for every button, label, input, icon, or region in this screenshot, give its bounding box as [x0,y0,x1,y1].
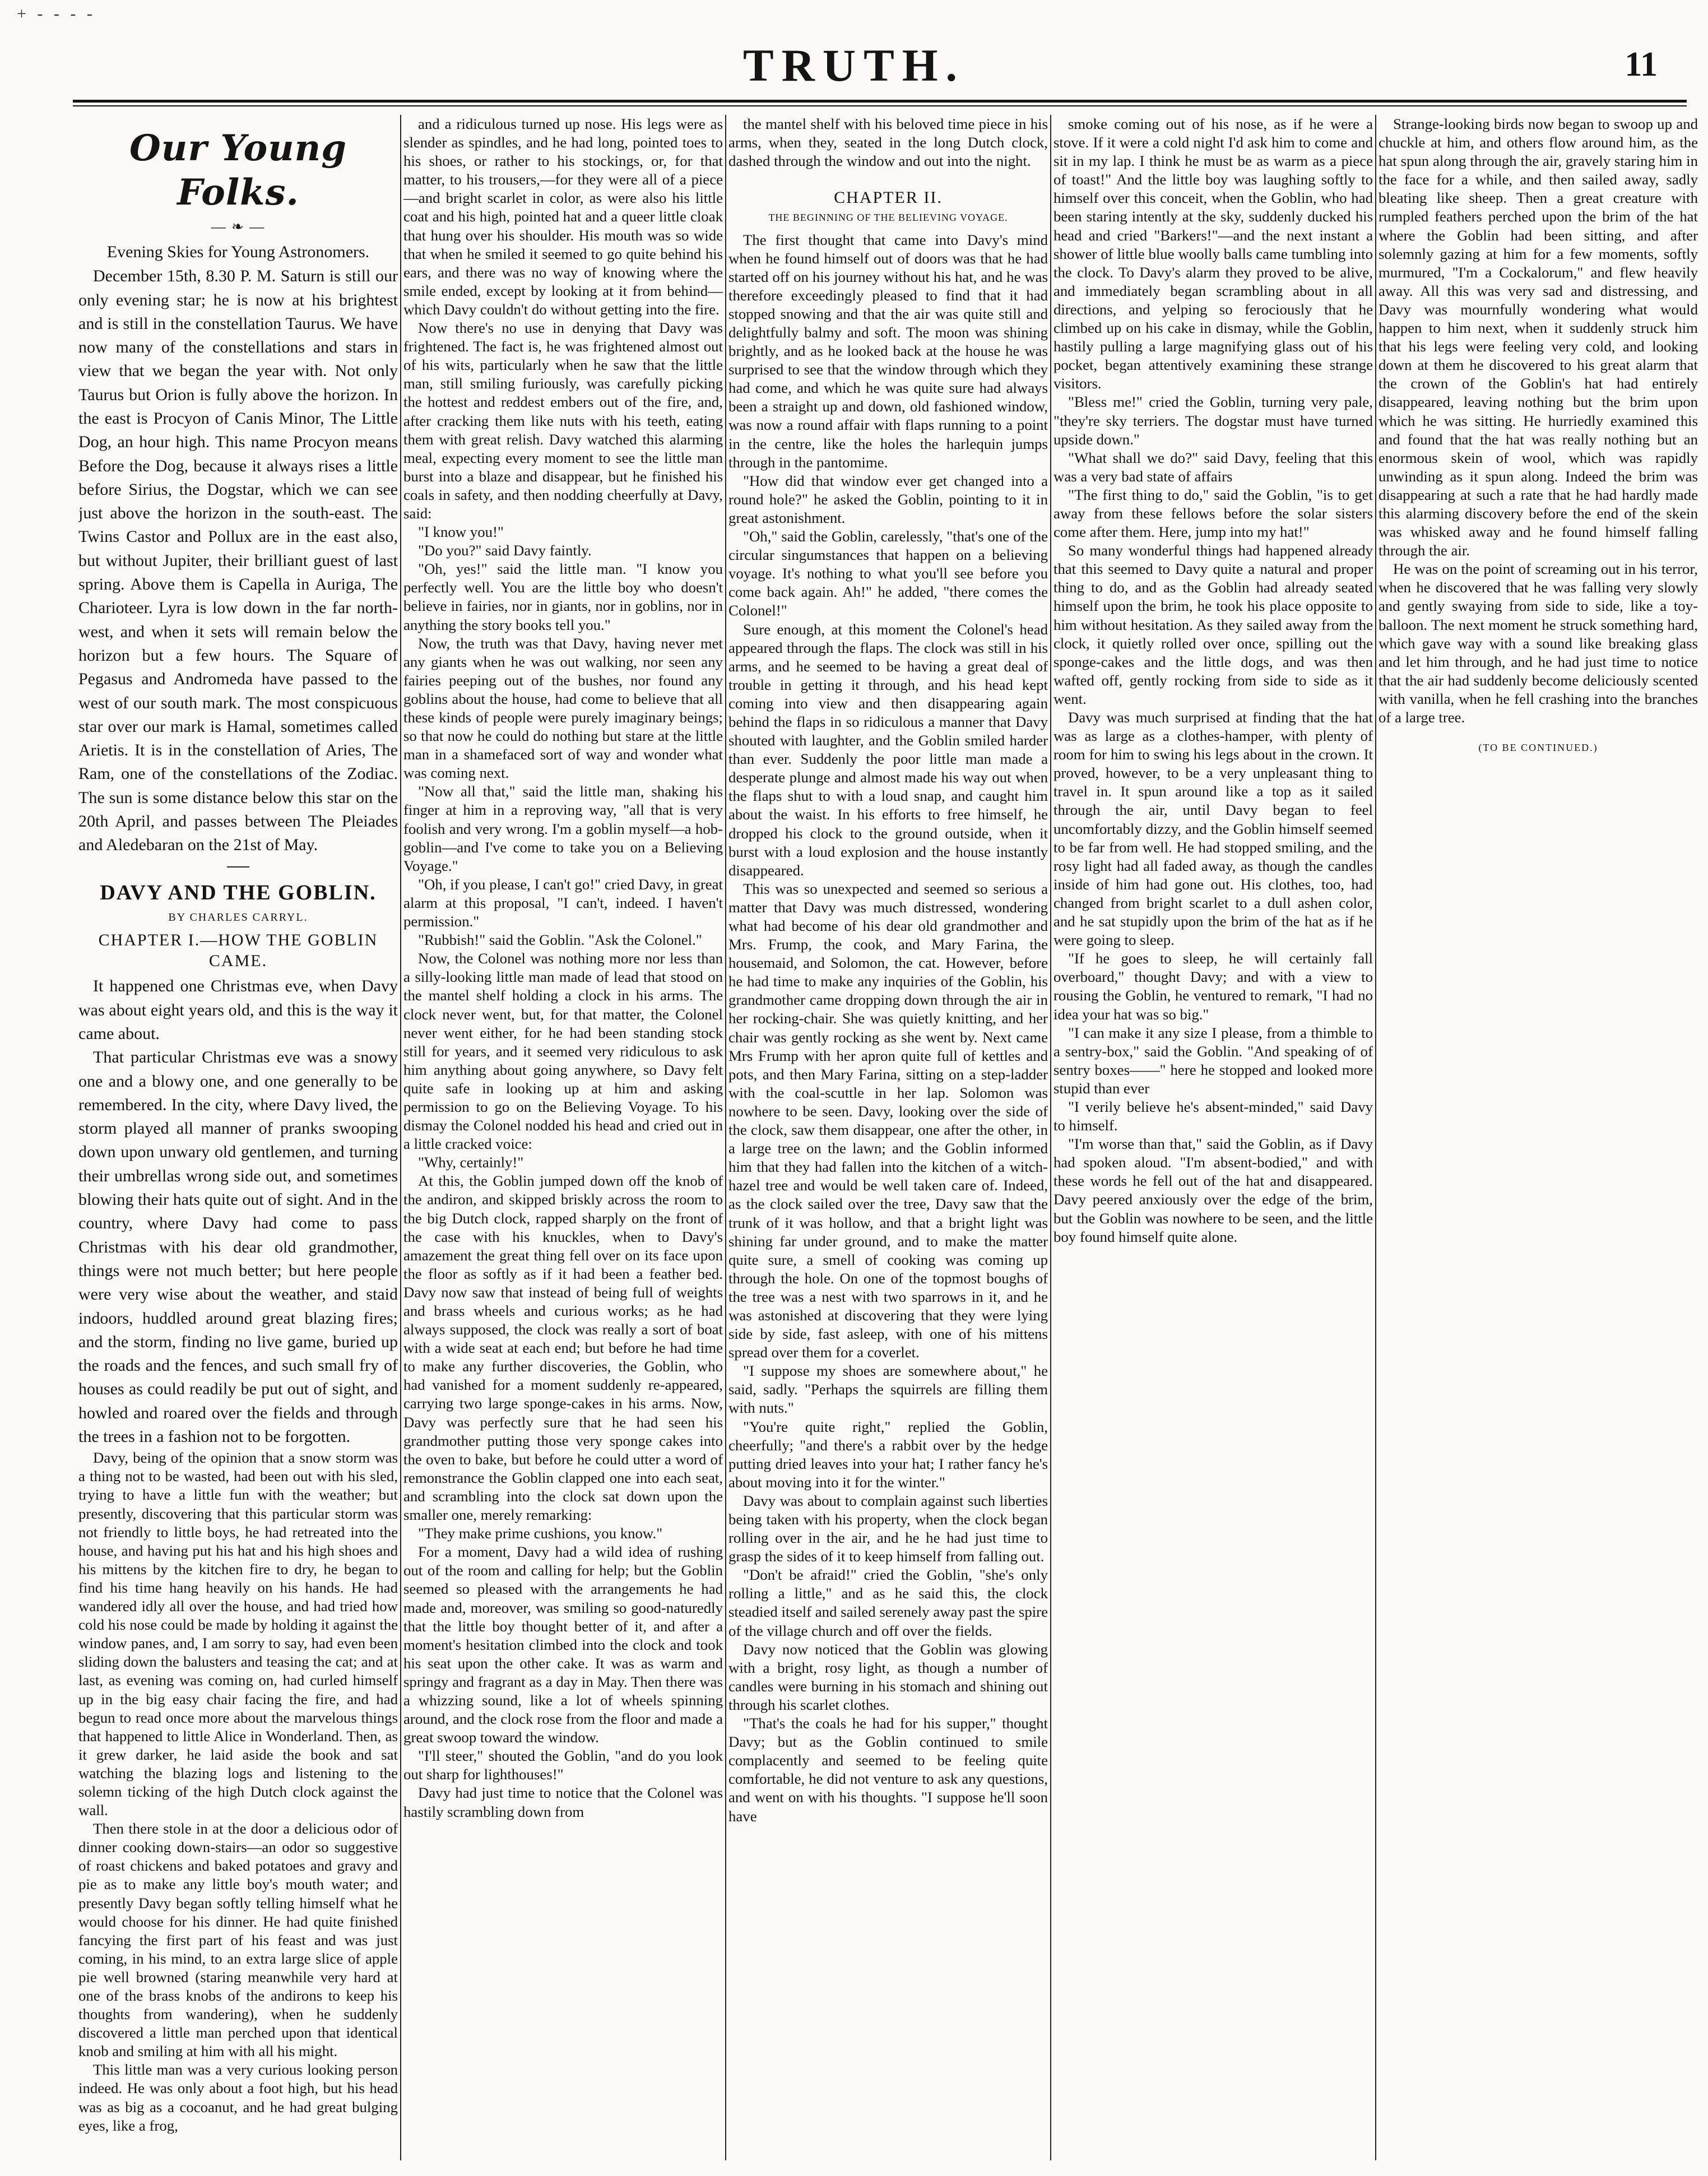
page-number: 11 [1625,45,1658,83]
astronomy-text: December 15th, 8.30 P. M. Saturn is still our only evening star; he is now at his brightest and is still in the constellation Taurus. We have now many of the constellations and stars in view that we began the year with. Not only Taurus but Orion is fully above the horizon. In the east is Procyon of Canis Minor, The Little Dog, an hour high. This name Procyon means Before the Dog, because it always rises a little before Sirius, the Dogstar, which we can see just above the horizon in the south-east. The Twins Castor and Pollux are in the east also, but without Jupiter, their brilliant guest of last spring. Above them is Capella in Auriga, The Charioteer. Lyra is low down in the far north-west, and when it sets will remain below the horizon but a few hours. The Square of Pegasus and Andromeda have passed to the west of our south mark. The most conspicuous star over our mark is Hamal, sometimes called Arietis. It is in the constellation of Aries, The Ram, one of the constellations of the Zodiac. The sun is some distance below this star on the 20th April, and passes between The Pleiades and Aledebaran on the 21st of May. [78,267,398,855]
section-heading: Our Young Folks. [129,127,347,214]
masthead-rule-thin [73,105,1687,106]
paragraph: Strange-looking birds now began to swoop up and chuckle at him, and others flow around him, as the hat spun along through the air, gravely staring him in the face for a while, and then sailed away, sadly bleating like sheep. Then a great creature with rumpled feathers perched upon the brim of the hat where the Goblin had been sitting, and after solemnly gazing at him for a few moments, softly murmured, "I'm a Cockalorum," and flew heavily away. All this was very sad and distressing, and Davy was mournfully wondering what would happen to him next, when it suddenly struck him that his legs were feeling very cold, and looking down at them he discovered to his great alarm that the crown of the Goblin's hat had entirely disappeared, leaving nothing but the brim upon which he was sitting. He hurriedly examined this and found that the hat was really nothing but an enormous skein of wool, which was rapidly unwinding as it spun along. Indeed the brim was disappearing at such a rate that he had hardly made this alarming discovery before the end of the skein was whisked away and he found himself falling through the air. [1379,115,1698,559]
paragraph: "Rubbish!" said the Goblin. "Ask the Colonel." [418,931,702,949]
paragraph: "Don't be afraid!" cried the Goblin, "she's only rolling a little," and as he said this, the clock steadied itself and sailed serenely away past the spire of the village church and off over the fields. [728,1566,1048,1639]
paragraph: Then there stole in at the door a delicious odor of dinner cooking down-stairs—an odor so suggestive of roast chickens and baked potatoes and gravy and pie as to make any little boy's mouth water; and presently Davy began softly telling himself what he would choose for his dinner. He had quite finished fancying the first part of his feast and was just coming, in his mind, to an extra large slice of apple pie well browned (staring meanwhile very hard at one of the brass knobs of the andirons to keep his thoughts from wandering), when he suddenly discovered a little man perched upon that identical knob and smiling at him with all his might. [78,1820,398,2060]
column-1 [78,115,398,2160]
paragraph: This little man was a very curious looking person indeed. He was only about a foot high, but his head was as big as a cocoanut, and he had great bulging eyes, like a frog, [78,2061,398,2134]
column-divider [725,115,726,2160]
paragraph: "If he goes to sleep, he will certainly fall overboard," thought Davy; and with a view to rousing the Goblin, he ventured to remark, "I had no idea your hat was so big." [1053,950,1373,1023]
paragraph: "Oh, yes!" said the little man. "I know you perfectly well. You are the little boy who doesn't believe in fairies, nor in giants, nor in goblins, nor in anything the story books tell you." [403,560,723,633]
paragraph: smoke coming out of his nose, as if he were a stove. If it were a cold night I'd ask him to come and sit in my lap. I think he must be as warm as a piece of toast!" And the little boy was laughing softly to himself over this conceit, when the Goblin, who had been staring intently at the sky, suddenly ducked his head and cried "Barkers!"—and the next instant a shower of little blue woolly balls came tumbling into the clock. To Davy's alarm they proved to be alive, and immediately began scrambling about in all directions, and yelping so ferociously that he climbed up on his cake in dismay, while the Goblin, hastily pulling a large magnifying glass out of his pocket, began attentively examining these strange visitors. [1053,115,1373,392]
paragraph: "The first thing to do," said the Goblin, "is to get away from these fellows before the solar sisters come after them. Here, jump into my hat!" [1053,486,1373,541]
paragraph: "I know you!" [418,523,504,541]
chapter-heading: CHAPTER I.—HOW THE GOBLIN CAME. [98,931,378,971]
column-divider [400,115,401,2160]
ornamental-rule: — ❧ — [211,219,266,235]
newspaper-title: TRUTH. [742,40,966,91]
paragraph: "Oh, if you please, I can't go!" cried Davy, in great alarm at this proposal, "I can't, indeed. I haven't permission." [403,875,723,930]
chapter-heading: CHAPTER II. [834,188,943,207]
paragraph: Davy, being of the opinion that a snow storm was a thing not to be wasted, had been out with his sled, trying to have a little fun with the weather; but presently, discovering that this particular storm was not friendly to little boys, he had retreated into the house, and having put his hat and his high shoes and his mittens by the kitchen fire to dry, he began to find his time hang heavily on his hands. He had wandered idly all over the house, and had tried how cold his nose could be made by holding it against the window panes, and, I am sorry to say, had even been sliding down the balusters and teasing the cat; and at last, as evening was coming on, had curled himself up in the big easy chair facing the fire, and had begun to read once more about the marvelous things that happened to little Alice in Wonderland. Then, as it grew darker, he laid aside the book and sat watching the blazing logs and listening to the solemn ticking of the high Dutch clock against the wall. [78,1449,398,1819]
paragraph: "I suppose my shoes are somewhere about," he said, sadly. "Perhaps the squirrels are filling them with nuts." [728,1362,1048,1417]
paragraph: "They make prime cushions, you know." [418,1525,663,1542]
paragraph: "How did that window ever get changed into a round hole?" he asked the Goblin, pointing to it in great astonishment. [728,472,1048,526]
paragraph: "Why, certainly!" [418,1154,524,1171]
column-3 [728,115,1048,2160]
paragraph: The first thought that came into Davy's mind when he found himself out of doors was that he had started off on his journey without his hat, and he was therefore exceedingly pleased to find that it had stopped snowing and that the air was quite still and delightfully balmy and soft. The moon was shining brightly, and as he looked back at the house he was surprised to see that the window through which they had come, and which he was quite sure had always been a straight up and down, old fashioned window, was now a round affair with flaps running to a point in the centre, like the holes the harlequin jumps through in the pantomime. [728,231,1048,471]
column-5 [1379,115,1698,2160]
paragraph: This was so unexpected and seemed so serious a matter that Davy was much distressed, wondering what had become of his dear old grandmother and Mrs. Frump, the cook, and Mary Farina, the housemaid, and Solomon, the cat. However, before he had time to make any inquiries of the Goblin, his grandmother came dropping down through the air in her rocking-chair. She was quietly knitting, and her chair was gently rocking as she went by. Next came Mrs Frump with her apron quite full of kettles and pots, and then Mary Farina, sitting on a step-ladder with the coal-scuttle in her lap. Solomon was nowhere to be seen. Davy, looking over the side of the clock, saw them disappear, one after the other, in a large tree on the lawn; and the Goblin informed him that they had fallen into the kitchen of a witch-hazel tree and would be well taken care of. Indeed, as the clock sailed over the tree, Davy saw that the trunk of it was hollow, and that a bright light was shining far under ground, and to make the matter quite sure, a smell of cooking was coming up through the hole. On one of the topmost boughs of the tree was a nest with two sparrows in it, and he was astonished at discovering that they were lying side by side, fast asleep, with one of his mittens spread over them for a coverlet. [728,880,1048,1361]
paragraph: Davy now noticed that the Goblin was glowing with a bright, rosy light, as though a number of candles were burning in his stomach and shining out through his scarlet clothes. [728,1640,1048,1713]
paragraph: He was on the point of screaming out in his terror, when he discovered that he was falling very slowly and gently swaying from side to side, like a toy-balloon. The next moment he struck something hard, which gave way with a sound like breaking glass and let him through, and he had just time to notice that the air had suddenly become deliciously scented with vanilla, when he fell crashing into the branches of a large tree. [1379,560,1698,726]
paragraph: At this, the Goblin jumped down off the knob of the andiron, and skipped briskly across the room to the big Dutch clock, rapped sharply on the front of the case with his knuckles, when to Davy's amazement the great thing fell over on its face upon the floor as softly as if it had been a feather bed. Davy now saw that instead of being full of weights and brass wheels and curious works; as he had always supposed, the clock was really a sort of boat with a wide seat at each end; but before he had time to make any further discoveries, the Goblin, who had vanished for a moment suddenly re-appeared, carrying two large sponge-cakes in his arms. Now, Davy was perfectly sure that he had seen his grandmother putting those very sponge cakes into the oven to bake, but before he could utter a word of remonstrance the Goblin clapped one into each seat, and scrambling into the clock sat down upon the smaller one, merely remarking: [403,1172,723,1524]
paragraph: "Now all that," said the little man, shaking his finger at him in a reproving way, "all that is very foolish and very wrong. I'm a goblin myself—a hob-goblin—and I've come to take you on a Believing Voyage." [403,783,723,874]
divider [227,866,249,867]
chapter-subheading: THE BEGINNING OF THE BELIEVING VOYAGE. [768,212,1008,224]
paragraph: "You're quite right," replied the Goblin, cheerfully; "and there's a rabbit over by the hedge putting dried leaves into your hat; I rather fancy he's about moving into it for the winter." [728,1418,1048,1491]
masthead [0,39,1708,106]
paragraph: "I'll steer," shouted the Goblin, "and do you look out sharp for lighthouses!" [403,1747,723,1783]
paragraph: "Do you?" said Davy faintly. [418,542,592,559]
paragraph: Sure enough, at this moment the Colonel's head appeared through the flaps. The clock was still in his arms, and he seemed to be having a great deal of trouble in getting it through, and his head kept coming into view and then disappearing again behind the flaps in so ridiculous a manner that Davy shouted with laughter, and the Goblin smiled harder than ever. Suddenly the poor little man made a desperate plunge and almost made his way out when the flaps shut to with a loud snap, and caught him about the waist. In his efforts to free himself, he dropped his clock to the ground outside, when it burst with a loud explosion and the house instantly disappeared. [728,620,1048,879]
article-columns [78,115,1698,2160]
paragraph: Davy had just time to notice that the Colonel was hastily scrambling down from [403,1784,723,1820]
paragraph: "I verily believe he's absent-minded," said Davy to himself. [1053,1098,1373,1134]
masthead-rule [73,100,1687,103]
paragraph: So many wonderful things had happened already that this seemed to Davy quite a natural and proper thing to do, and as the Goblin had already seated himself upon the brim, he took his place opposite to him without hesitation. As they sailed away from the clock, it quietly rolled over once, spilling out the sponge-cakes and the little dogs, and was then wafted off, gently rocking from side to side as it went. [1053,542,1373,707]
column-divider [1375,115,1376,2160]
paragraph: Now, the truth was that Davy, having never met any giants when he was out walking, nor seen any fairies peeping out of the bushes, nor found any goblins about the house, had come to believe that all these kinds of people were purely imaginary beings; so that now he could do nothing but stare at the little man in a shamefaced sort of way and wonder what was coming next. [403,634,723,782]
paragraph: Davy was about to complain against such liberties being taken with his property, when the clock began rolling over in the air, and he he had just time to grasp the sides of it to keep himself from falling out. [728,1492,1048,1565]
paragraph: "Bless me!" cried the Goblin, turning very pale, "they're sky terriers. The dogstar must have turned upside down." [1053,393,1373,448]
paragraph: For a moment, Davy had a wild idea of rushing out of the room and calling for help; but the Goblin seemed so pleased with the arrangements he had made and, moreover, was smiling so good-naturedly that the little boy thought better of it, and after a moment's hesitation climbed into the clock and took his seat upon the other cake. It was as warm and springy and fragrant as a day in May. Then there was a whizzing sound, like a lot of wheels spinning around, and the clock rose from the floor and made a great swoop toward the window. [403,1543,723,1746]
paragraph: It happened one Christmas eve, when Davy was about eight years old, and this is the way it came about. [78,977,398,1043]
story-title: DAVY AND THE GOBLIN. [100,880,377,904]
byline: BY CHARLES CARRYL. [168,911,308,924]
column-divider [1050,115,1051,2160]
paragraph: "I can make it any size I please, from a thimble to a sentry-box," said the Goblin. "And speaking of of sentry boxes——" here he stopped and looked more stupid than ever [1053,1024,1373,1097]
paragraph: Now, the Colonel was nothing more nor less than a silly-looking little man made of lead that stood on the mantel shelf holding a clock in his arms. The clock never went, but, for that matter, the Colonel never went either, for he had been standing stock still for years, and it seemed very ridiculous to ask him anything about going anywhere, so Davy felt quite safe in looking up at him and asking permission to go on the Believing Voyage. To his dismay the Colonel nodded his head and cried out in a little cracked voice: [403,950,723,1153]
continued-notice: (TO BE CONTINUED.) [1478,742,1598,754]
paragraph: "That's the coals he had for his supper," thought Davy; but as the Goblin continued to smile complacently and seemed to be feeling quite comfortable, he did not venture to ask any questions, and went on with his thoughts. "I suppose he'll soon have [728,1715,1048,1825]
paragraph: Now there's no use in denying that Davy was frightened. The fact is, he was frightened almost out of his wits, particularly when he saw that the little man, still smiling furiously, was carefully picking the hottest and reddest embers out of the fire, and, after cracking them like nuts with his teeth, eating them with great relish. Davy watched this alarming meal, expecting every moment to see the little man burst into a blaze and disappear, but he finished his coals in safety, and then nodding cheerfully at Davy, said: [403,319,723,522]
paragraph: and a ridiculous turned up nose. His legs were as slender as spindles, and he had long, pointed toes to his shoes, or rather to his stockings, or, for that matter, to his trousers,—for they were all of a piece—and bright scarlet in color, as were also his little coat and his high, pointed hat and a queer little cloak that hung over his shoulder. His mouth was so wide that when he smiled it seemed to go quite behind his ears, and there was no way of knowing where the smile ended, except by looking at it from behind—which Davy couldn't do without getting into the fire. [403,115,723,318]
paragraph: the mantel shelf with his beloved time piece in his arms, when they, seated in the long Dutch clock, dashed through the window and out into the night. [728,115,1048,170]
astronomy-heading: Evening Skies for Young Astronomers. [106,243,370,262]
paragraph: "Oh," said the Goblin, carelessly, "that's one of the circular singumstances that happen on a believing voyage. It's nothing to what you'll see before you come back again. Ah!" he added, "there comes the Colonel!" [728,528,1048,619]
column-2 [403,115,723,2160]
paragraph: Davy was much surprised at finding that the hat was as large as a clothes-hamper, with plenty of room for him to swing his legs about in the crown. It proved, however, to be a very unpleasant thing to travel in. It spun around like a top as it sailed through the air, until Davy began to feel uncomfortably dizzy, and the Goblin himself seemed to be far from well. He had stopped smiling, and the rosy light had all faded away, as though the candles inside of him had gone out. His clothes, too, had changed from bright scarlet to a dull ashen color, and he sat stupidly upon the brim of the hat as if he were going to sleep. [1053,709,1373,949]
paragraph: "I'm worse than that," said the Goblin, as if Davy had spoken aloud. "I'm absent-bodied," and with these words he fell out of the hat and disappeared. Davy peered anxiously over the edge of the brim, but the Goblin was nowhere to be seen, and the little boy found himself quite alone. [1053,1135,1373,1245]
paragraph: That particular Christmas eve was a snowy one and a blowy one, and one generally to be remembered. In the city, where Davy lived, the storm played all manner of pranks swooping down upon unwary old gentlemen, and turning their umbrellas wrong side out, and sometimes blowing their hats quite out of sight. And in the country, where Davy had come to pass Christmas with his dear old grandmother, things were not much better; but here people were very wise about the weather, and staid indoors, huddled around great blazing fires; and the storm, finding no live game, buried up the roads and the fences, and such small fry of houses as could readily be put out of sight, and howled and roared over the fields and through the trees in a fashion not to be forgotten. [78,1048,398,1446]
column-4 [1053,115,1373,2160]
page-corner-mark: + - - - - [17,4,96,23]
paragraph: "What shall we do?" said Davy, feeling that this was a very bad state of affairs [1053,449,1373,485]
